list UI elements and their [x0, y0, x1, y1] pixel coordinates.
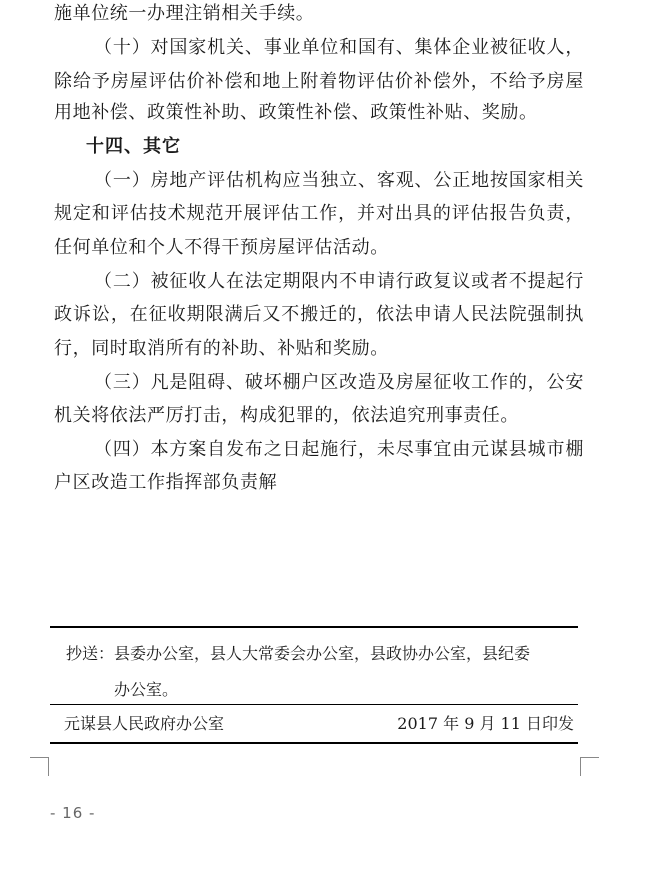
cc-label: 抄送： — [66, 644, 115, 663]
body-line: 政诉讼，在征收期限满后又不搬迁的，依法申请人民法院强制执 — [54, 304, 584, 325]
cc-recipients-line: 办公室。 — [114, 680, 179, 699]
crop-mark-right — [580, 757, 599, 776]
section-heading: 十四、其它 — [86, 136, 181, 157]
issuing-office: 元谋县人民政府办公室 — [64, 714, 225, 733]
body-line: 除给予房屋评估价补偿和地上附着物评估价补偿外，不给予房屋 — [54, 71, 584, 92]
footer-middle-rule — [50, 704, 578, 705]
body-line: 机关将依法严厉打击，构成犯罪的，依法追究刑事责任。 — [54, 405, 519, 426]
body-line: 户区改造工作指挥部负责解 — [54, 472, 278, 493]
body-line: （十）对国家机关、事业单位和国有、集体企业被征收人， — [94, 37, 584, 58]
body-line: （三）凡是阻碍、破坏棚户区改造及房屋征收工作的，公安 — [94, 372, 584, 393]
body-line: 规定和评估技术规范开展评估工作，并对出具的评估报告负责， — [54, 203, 584, 224]
issue-date: 2017 年 9 月 11 日印发 — [397, 714, 574, 733]
body-line: 用地补偿、政策性补助、政策性补偿、政策性补贴、奖励。 — [54, 102, 538, 123]
cc-recipients-line: 县委办公室，县人大常委会办公室，县政协办公室，县纪委 — [114, 644, 531, 663]
page-number: - 16 - — [50, 804, 96, 822]
body-line: （一）房地产评估机构应当独立、客观、公正地按国家相关 — [94, 170, 584, 191]
body-line: 施单位统一办理注销相关手续。 — [54, 3, 315, 24]
crop-mark-left — [30, 757, 49, 776]
footer-bottom-rule — [50, 742, 578, 744]
body-line: 行，同时取消所有的补助、补贴和奖励。 — [54, 338, 389, 359]
footer-top-rule — [50, 626, 578, 628]
body-line: （二）被征收人在法定期限内不申请行政复议或者不提起行 — [94, 271, 584, 292]
body-line: 任何单位和个人不得干预房屋评估活动。 — [54, 237, 389, 258]
body-line: （四）本方案自发布之日起施行，未尽事宜由元谋县城市棚 — [94, 439, 584, 460]
